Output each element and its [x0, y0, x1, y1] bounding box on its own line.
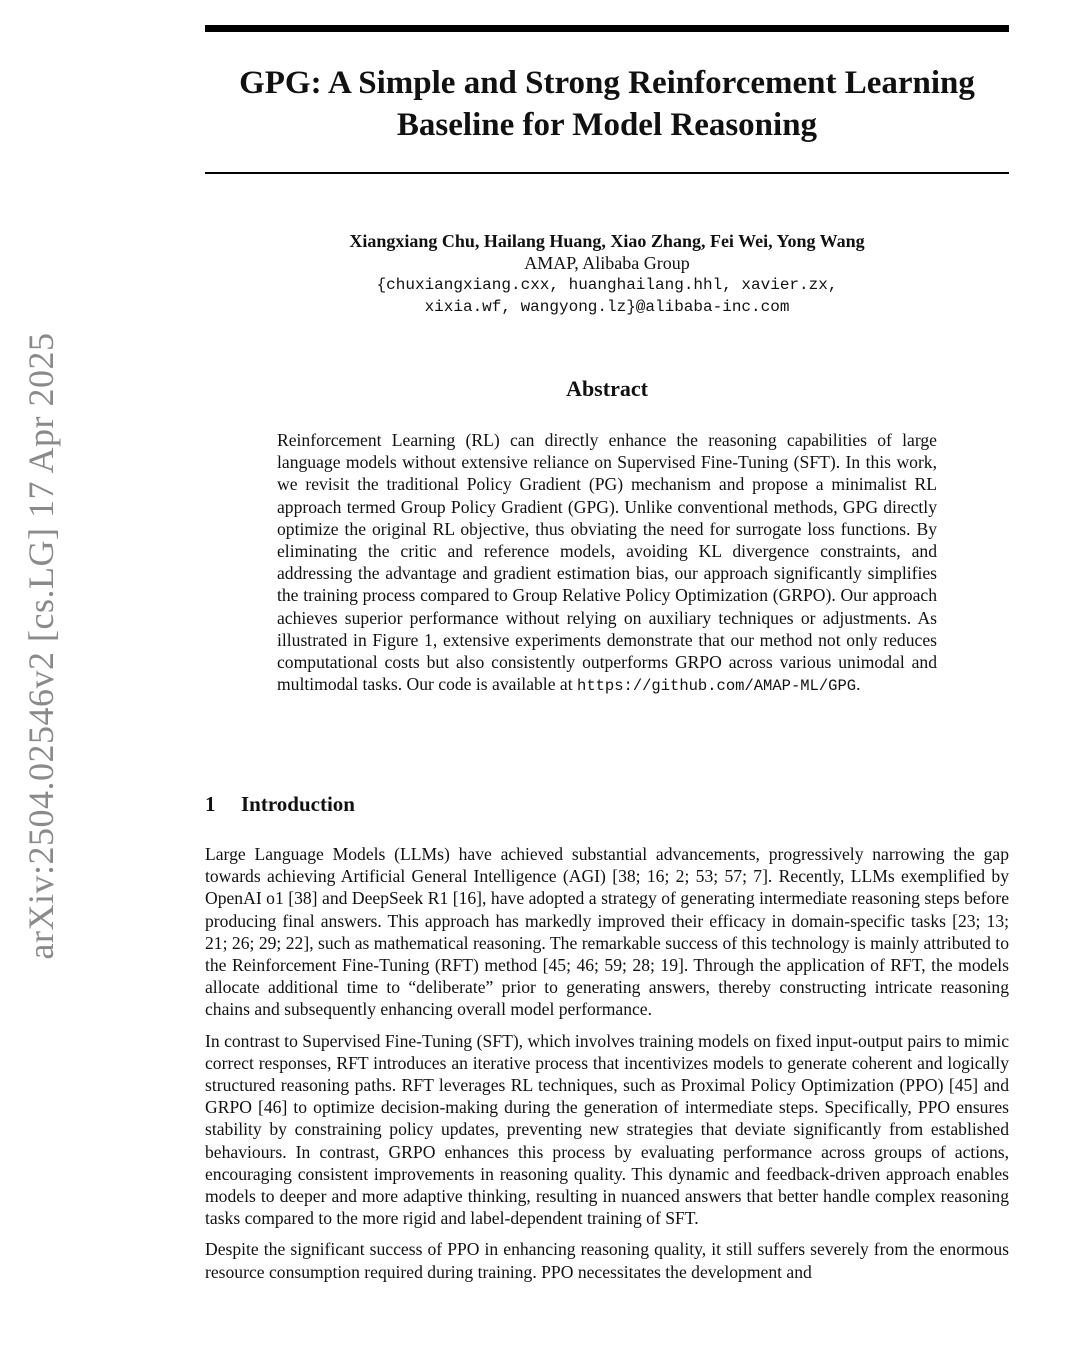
intro-paragraph-2: In contrast to Supervised Fine-Tuning (SFT), which involves training models on fixed input-output pairs to mimic correct responses, RFT introduces an iterative process that incentivizes models to generate coherent and logically structured reasoning paths. RFT leverages RL techniques, such as Proximal Policy Optimization (PPO) [45] and GRPO [46] to optimize decision-making during the generation of intermediate steps. Specifically, PPO ensures stability by constraining policy updates, preventing new strategies that deviate significantly from established behaviours. In contrast, GRPO enhances this process by evaluating performance across groups of actions, encouraging consistent improvements in reasoning quality. This dynamic and feedback-driven approach enables models to deeper and more adaptive thinking, resulting in nuanced answers that better handle complex reasoning tasks compared to the more rigid and label-dependent training of SFT.: [205, 1030, 1009, 1229]
abstract-text: Reinforcement Learning (RL) can directly enhance the reasoning capabilities of large language models without extensive reliance on Supervised Fine-Tuning (SFT). In this work, we revisit the traditional Policy Gradient (PG) mechanism and propose a minimalist RL approach termed Group Policy Gradient (GPG). Unlike conventional methods, GPG directly optimize the original RL objective, thus obviating the need for surrogate loss functions. By eliminating the critic and reference models, avoiding KL divergence constraints, and addressing the advantage and gradient estimation bias, our approach significantly simplifies the training process compared to Group Relative Policy Optimization (GRPO). Our approach achieves superior performance without relying on auxiliary techniques or adjustments. As illustrated in Figure 1, extensive experiments demonstrate that our method not only reduces computational costs but also consistently outperforms GRPO across various unimodal and multimodal tasks. Our code is available at: [277, 430, 937, 695]
intro-paragraph-3: Despite the significant success of PPO in enhancing reasoning quality, it still suffers severely from the enormous resource consumption required during training. PPO necessitates the development and: [205, 1239, 1009, 1282]
intro-paragraph-1: Large Language Models (LLMs) have achieved substantial advancements, progressively narrowing the gap towards achieving Artificial General Intelligence (AGI) [38; 16; 2; 53; 57; 7]. Recently, LLMs exemplified by OpenAI o1 [38] and DeepSeek R1 [16], have adopted a strategy of generating intermediate reasoning steps before producing final answers. This approach has markedly improved their efficacy in domain-specific tasks [23; 13; 21; 26; 29; 22], such as mathematical reasoning. The remarkable success of this technology is mainly attributed to the Reinforcement Fine-Tuning (RFT) method [45; 46; 59; 28; 19]. Through the application of RFT, the models allocate additional time to “deliberate” prior to generating answers, thereby constructing intricate reasoning chains and subsequently enhancing overall model performance.: [205, 844, 1009, 1020]
abstract-body: [277, 429, 937, 697]
section-number: 1: [205, 792, 216, 816]
section-title: Introduction: [241, 792, 355, 816]
paper-title: GPG: A Simple and Strong Reinforcement Learning Baseline for Model Reasoning: [239, 65, 975, 143]
author-emails-line-1: {chuxiangxiang.cxx, huanghailang.hhl, xavier.zx,: [376, 276, 838, 294]
author-block: [205, 230, 1009, 318]
author-names: Xiangxiang Chu, Hailang Huang, Xiao Zhang, Fei Wei, Yong Wang: [349, 231, 865, 251]
abstract-end-period: .: [856, 674, 861, 695]
section-heading-introduction: [205, 792, 355, 817]
abstract-heading: Abstract: [566, 376, 648, 401]
title-top-rule: [205, 25, 1009, 32]
author-emails-line-2: xixia.wf, wangyong.lz}@alibaba-inc.com: [424, 298, 790, 316]
title-bottom-rule: [205, 172, 1009, 174]
arxiv-identifier-stamp: arXiv:2504.02546v2 [cs.LG] 17 Apr 2025: [21, 332, 61, 960]
introduction-body: [205, 843, 1009, 1292]
code-link[interactable]: https://github.com/AMAP-ML/GPG: [577, 677, 857, 696]
affiliation: AMAP, Alibaba Group: [524, 253, 690, 273]
